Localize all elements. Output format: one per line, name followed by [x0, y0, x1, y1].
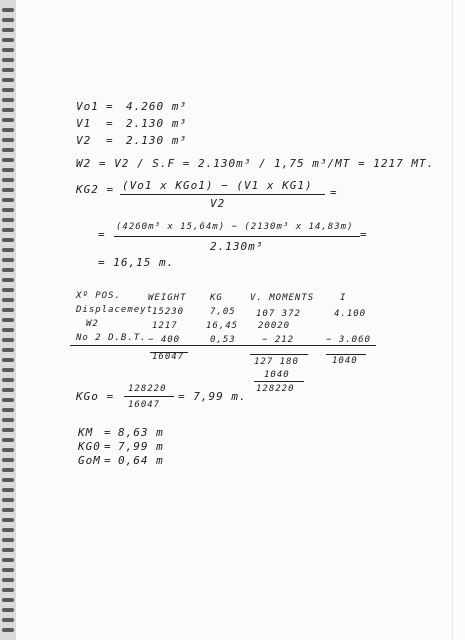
spiral-ring [2, 488, 14, 492]
stability-gom-eq: = [104, 454, 112, 467]
spiral-ring [2, 218, 14, 222]
spiral-ring [2, 188, 14, 192]
spiral-ring [2, 198, 14, 202]
spiral-ring [2, 208, 14, 212]
w2-equation: W2 = V2 / S.F = 2.130m³ / 1,75 m³/MT = 1217 MT. [76, 157, 435, 170]
spiral-ring [2, 558, 14, 562]
spiral-ring [2, 468, 14, 472]
spiral-ring [2, 288, 14, 292]
volume-v1-eq: = [106, 117, 114, 130]
moment-sum-underline [250, 354, 308, 355]
spiral-ring [2, 368, 14, 372]
table-total-weight: 16047 [152, 352, 185, 362]
volume-vo1-value: 4.260 m³ [126, 100, 187, 113]
table-total-i: 1040 [332, 356, 358, 366]
table-row-3-moment: − 212 [262, 335, 295, 345]
spiral-ring [2, 448, 14, 452]
table-row-3-weight: − 400 [148, 335, 181, 345]
spiral-ring [2, 158, 14, 162]
spiral-ring [2, 478, 14, 482]
spiral-ring [2, 628, 14, 632]
spiral-ring [2, 278, 14, 282]
kg2-lhs: KG2 = [76, 183, 115, 196]
spiral-ring [2, 148, 14, 152]
kg2-line2-fraction-bar [114, 236, 360, 237]
spiral-ring [2, 238, 14, 242]
spiral-ring [2, 388, 14, 392]
table-header-kg: KG [210, 293, 223, 303]
spiral-ring [2, 608, 14, 612]
kgo-numerator: 128220 [128, 384, 167, 394]
spiral-ring [2, 58, 14, 62]
spiral-ring [2, 348, 14, 352]
spiral-ring [2, 578, 14, 582]
kg2-denominator: V2 [210, 197, 226, 210]
kg2-line2-denominator: 2.130m³ [210, 240, 264, 253]
table-header-moments: V. MOMENTS [250, 293, 315, 303]
table-row-1-i: 4.100 [334, 309, 367, 319]
kgo-fraction-bar [124, 396, 174, 397]
spiral-ring [2, 538, 14, 542]
spiral-ring [2, 328, 14, 332]
table-row-2-pos: W2 [86, 319, 99, 329]
table-row-1-pos: Displacemeyt [76, 305, 154, 315]
kg2-line2-trail: = [360, 228, 368, 241]
spiral-ring [2, 18, 14, 22]
table-total-moment: 127 180 [254, 357, 299, 367]
spiral-ring [2, 568, 14, 572]
table-row-3-kg: 0,53 [210, 335, 236, 345]
spiral-ring [2, 108, 14, 112]
spiral-ring [2, 298, 14, 302]
stability-km-value: 8,63 m [118, 426, 164, 439]
spiral-ring [2, 378, 14, 382]
spiral-ring [2, 338, 14, 342]
table-row-2-weight: 1217 [152, 321, 178, 331]
table-row-2-kg: 16,45 [206, 321, 239, 331]
volume-v1-value: 2.130 m³ [126, 117, 187, 130]
spiral-ring [2, 248, 14, 252]
spiral-ring [2, 398, 14, 402]
kg2-line2-numerator: (4260m³ x 15,64m) − (2130m³ x 14,83m) [116, 222, 354, 232]
spiral-ring [2, 458, 14, 462]
spiral-ring [2, 418, 14, 422]
spiral-ring [2, 428, 14, 432]
spiral-ring [2, 68, 14, 72]
kg2-result: = 16,15 m. [98, 256, 175, 269]
spiral-ring [2, 128, 14, 132]
spiral-ring [2, 48, 14, 52]
spiral-ring [2, 78, 14, 82]
spiral-ring [2, 618, 14, 622]
stability-kg0-value: 7,99 m [118, 440, 164, 453]
kgo-result: = 7,99 m. [178, 390, 247, 403]
spiral-ring [2, 178, 14, 182]
spiral-binding [0, 0, 16, 640]
table-header-pos: Xº POS. [76, 291, 121, 301]
stability-kg0-label: KG0 [78, 440, 101, 453]
spiral-ring [2, 528, 14, 532]
spiral-ring [2, 438, 14, 442]
moment-correction-underline [254, 381, 304, 382]
spiral-ring [2, 548, 14, 552]
stability-gom-value: 0,64 m [118, 454, 164, 467]
spiral-ring [2, 228, 14, 232]
table-row-1-weight: 15230 [152, 307, 185, 317]
spiral-ring [2, 268, 14, 272]
spiral-ring [2, 88, 14, 92]
volume-vo1-symbol: Vo1 [76, 100, 99, 113]
table-moment-correction: 1040 [264, 370, 290, 380]
stability-kg0-eq: = [104, 440, 112, 453]
stability-km-eq: = [104, 426, 112, 439]
volume-v2-value: 2.130 m³ [126, 134, 187, 147]
kg2-fraction-bar [120, 194, 325, 195]
spiral-ring [2, 588, 14, 592]
spiral-ring [2, 8, 14, 12]
table-row-3-i: − 3.060 [326, 335, 371, 345]
table-header-weight: WEIGHT [148, 293, 187, 303]
spiral-ring [2, 308, 14, 312]
table-row-1-moment: 107 372 [256, 309, 301, 319]
spiral-ring [2, 38, 14, 42]
spiral-ring [2, 98, 14, 102]
table-row-3-pos: No 2 D.B.T. [76, 333, 147, 343]
kg2-numerator: (Vo1 x KGo1) − (V1 x KG1) [122, 179, 313, 192]
kgo-lhs: KGo = [76, 390, 115, 403]
table-sum-line [70, 345, 376, 346]
volume-v1-symbol: V1 [76, 117, 92, 130]
table-header-i: I [340, 293, 347, 303]
spiral-ring [2, 498, 14, 502]
spiral-ring [2, 598, 14, 602]
kg2-trail: = [330, 186, 338, 199]
table-row-1-kg: 7,05 [210, 307, 236, 317]
volume-v2-eq: = [106, 134, 114, 147]
spiral-ring [2, 168, 14, 172]
spiral-ring [2, 118, 14, 122]
spiral-ring [2, 28, 14, 32]
spiral-ring [2, 518, 14, 522]
stability-km-label: KM [78, 426, 94, 439]
kgo-denominator: 16047 [128, 400, 161, 410]
margin-line [452, 0, 453, 640]
volume-v2-symbol: V2 [76, 134, 92, 147]
volume-vo1-eq: = [106, 100, 114, 113]
table-moment-final: 128220 [256, 384, 295, 394]
i-sum-underline [326, 354, 366, 355]
spiral-ring [2, 318, 14, 322]
kg2-line2-prefix: = [98, 228, 106, 241]
stability-gom-label: GoM [78, 454, 101, 467]
spiral-ring [2, 408, 14, 412]
spiral-ring [2, 138, 14, 142]
spiral-ring [2, 258, 14, 262]
spiral-ring [2, 508, 14, 512]
spiral-ring [2, 358, 14, 362]
table-row-2-moment: 20020 [258, 321, 291, 331]
